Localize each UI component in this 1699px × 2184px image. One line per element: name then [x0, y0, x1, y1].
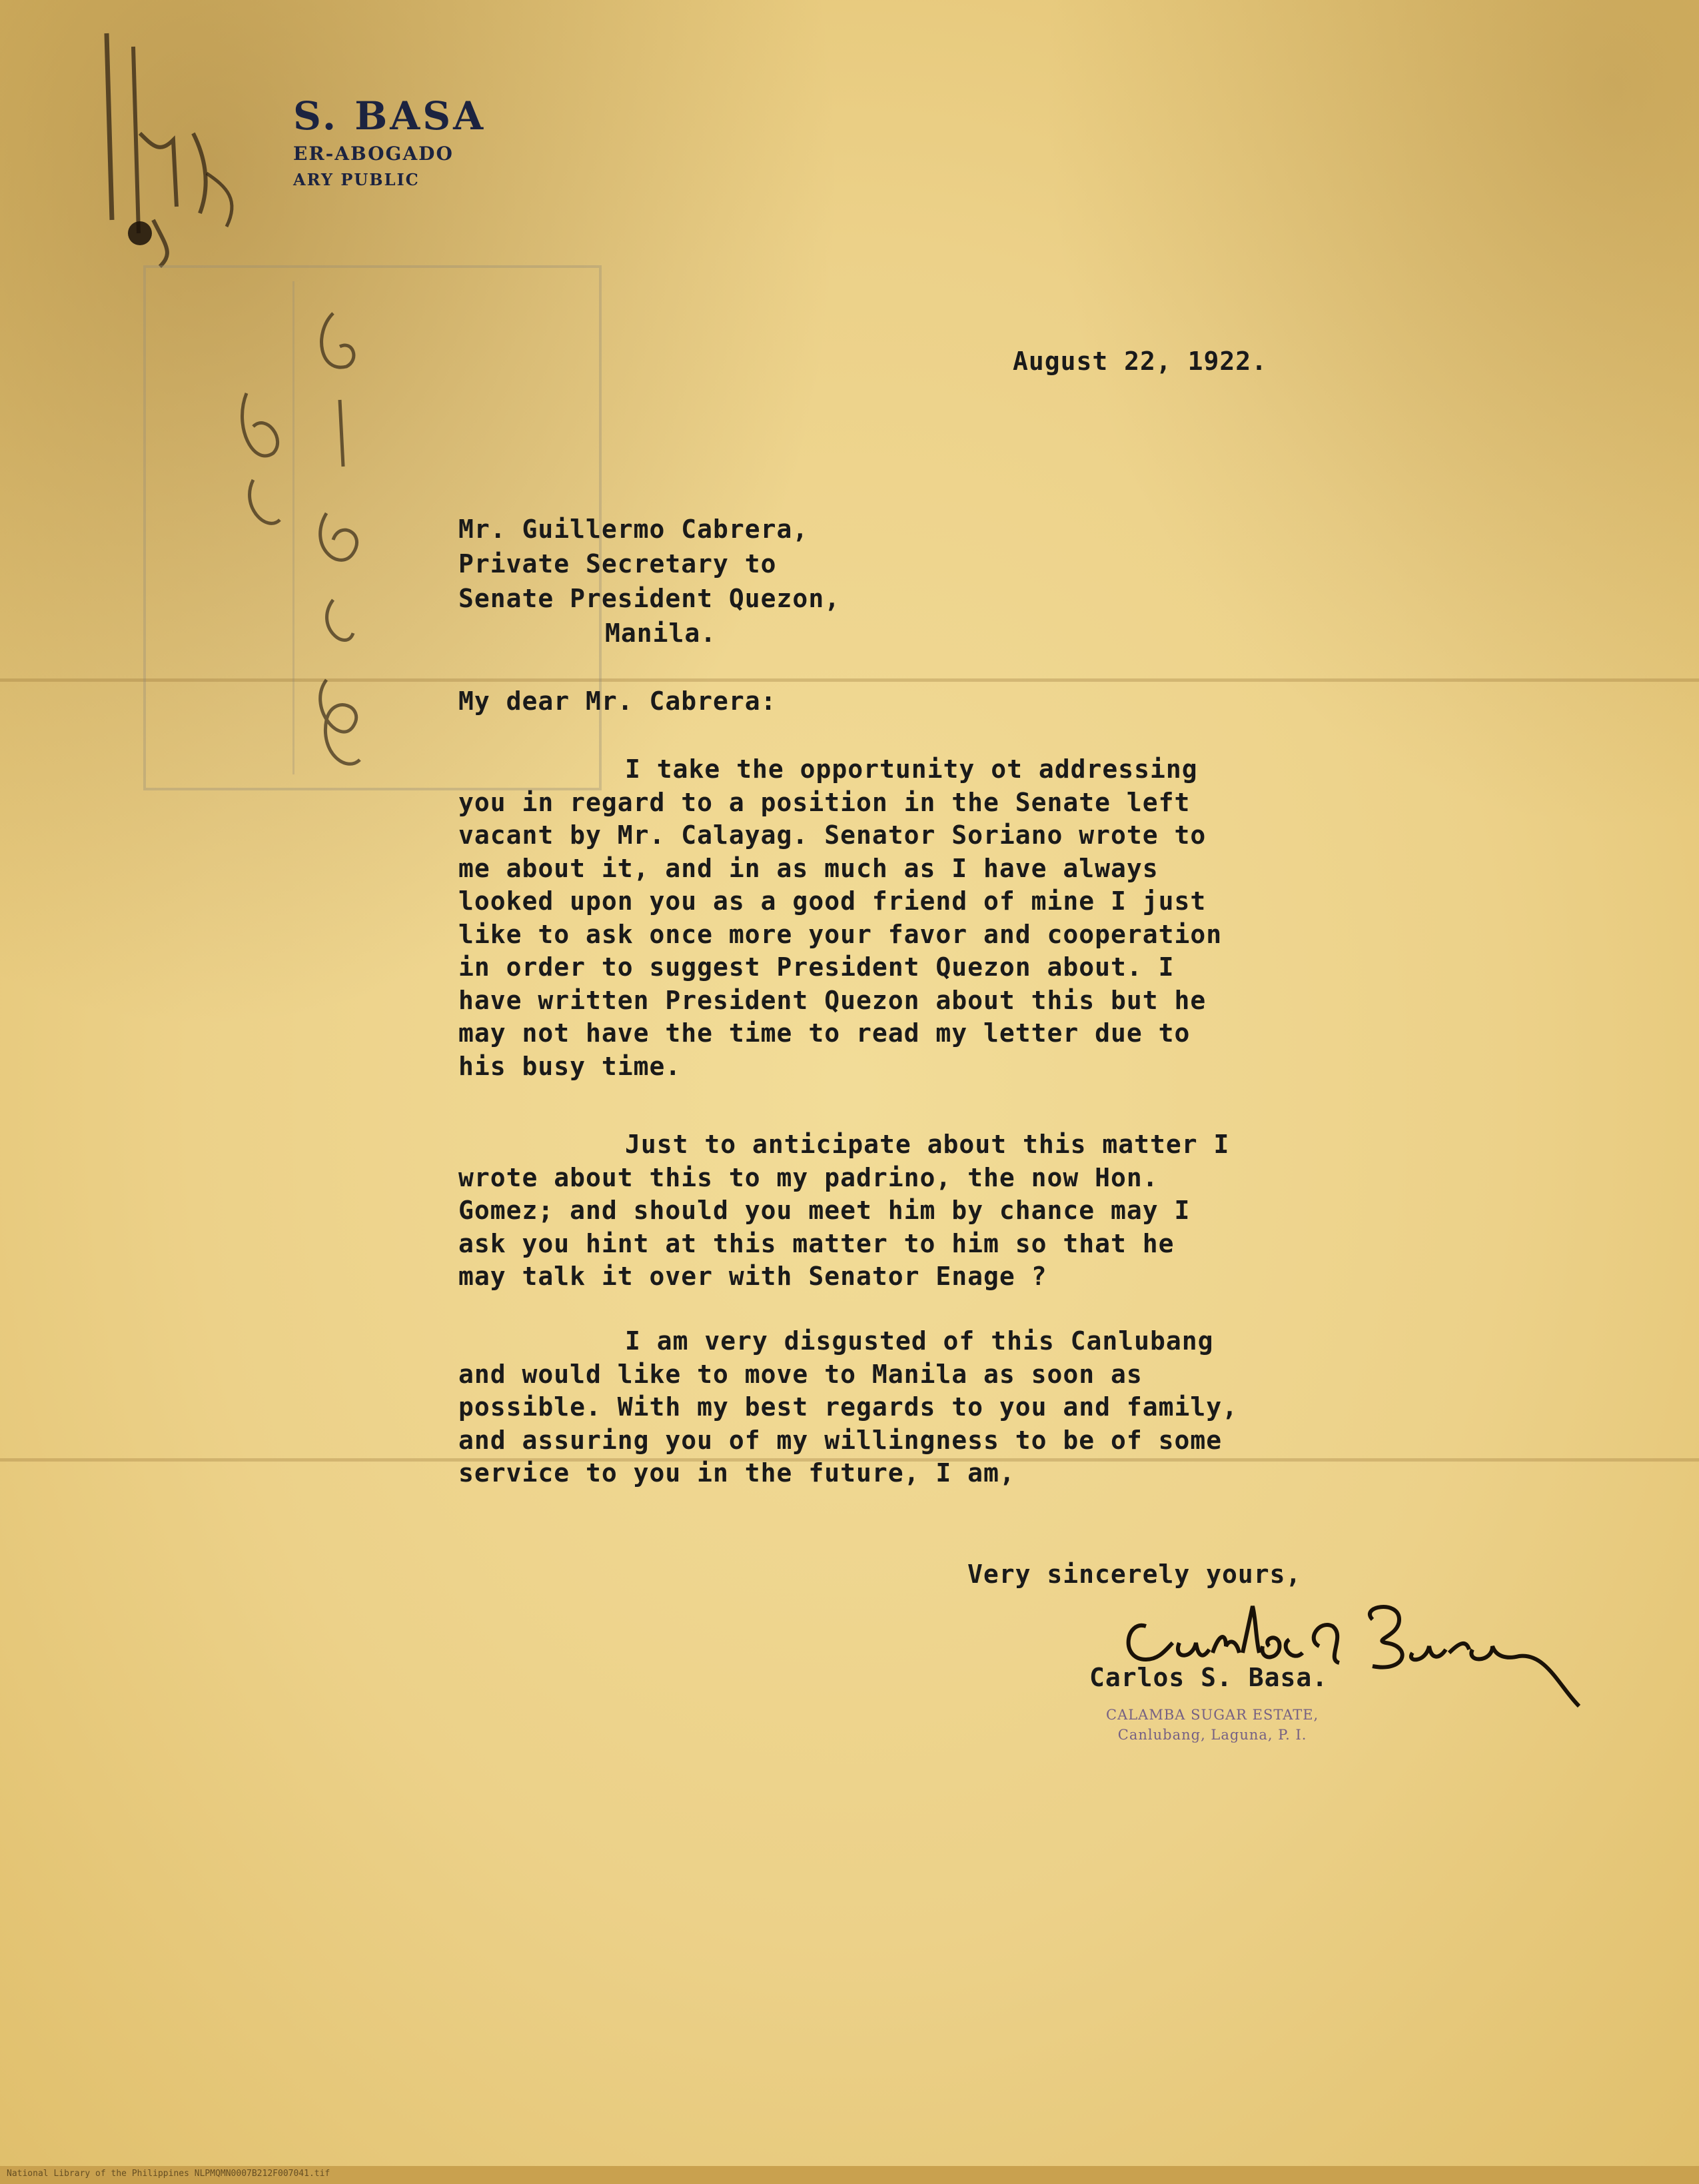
body-line: wrote about this to my padrino, the now Hon. — [458, 1162, 1159, 1192]
body-paragraph-2 — [458, 1128, 1229, 1294]
body-line: and assuring you of my willingness to be of some — [458, 1425, 1223, 1455]
letterhead-subtitle: ARY PUBLIC — [293, 170, 420, 189]
body-line: you in regard to a position in the Senate left — [458, 787, 1191, 817]
body-line: have written President Quezon about this but he — [458, 985, 1207, 1015]
letterhead — [293, 93, 486, 189]
body-line: service to you in the future, I am, — [458, 1458, 1015, 1488]
closing: Very sincerely yours, — [967, 1560, 1302, 1589]
body-line: ask you hint at this matter to him so that he — [458, 1228, 1175, 1258]
body-line: me about it, and in as much as I have always — [458, 853, 1159, 883]
stamp-line: CALAMBA SUGAR ESTATE, — [1106, 1707, 1319, 1723]
address-line: Mr. Guillermo Cabrera, — [458, 515, 809, 544]
signer-name: Carlos S. Basa. — [1089, 1663, 1329, 1692]
stamp-line: Canlubang, Laguna, P. I. — [1117, 1727, 1307, 1743]
address-line: Manila. — [605, 618, 717, 648]
letter-date: August 22, 1922. — [1013, 347, 1268, 376]
body-line: like to ask once more your favor and cooperation — [458, 919, 1223, 949]
body-line: Just to anticipate about this matter I — [625, 1130, 1230, 1159]
body-paragraph-3 — [458, 1325, 1238, 1490]
body-line: possible. With my best regards to you and family, — [458, 1392, 1239, 1422]
body-line: in order to suggest President Quezon about. I — [458, 952, 1175, 982]
handwritten-vertical-notes — [227, 293, 400, 800]
body-line: his busy time. — [458, 1051, 682, 1081]
body-line: looked upon you as a good friend of mine I just — [458, 886, 1207, 916]
handwritten-margin-marks — [93, 20, 267, 273]
letterhead-title: ER-ABOGADO — [293, 143, 454, 165]
scan-filename: National Library of the Philippines NLPMQMN0007B212F007041.tif — [7, 2169, 330, 2179]
body-line: I take the opportunity ot addressing — [625, 754, 1198, 784]
salutation: My dear Mr. Cabrera: — [458, 686, 777, 716]
body-line: may talk it over with Senator Enage ? — [458, 1262, 1047, 1291]
body-paragraph-1 — [458, 753, 1222, 1083]
address-line: Private Secretary to — [458, 549, 777, 578]
body-line: Gomez; and should you meet him by chance may I — [458, 1196, 1191, 1225]
body-line: and would like to move to Manila as soon as — [458, 1359, 1143, 1389]
address-line: Senate President Quezon, — [458, 584, 841, 613]
body-line: vacant by Mr. Calayag. Senator Soriano wrote to — [458, 820, 1207, 850]
body-line: may not have the time to read my letter due to — [458, 1018, 1191, 1048]
letterhead-name: S. BASA — [293, 93, 486, 139]
body-line: I am very disgusted of this Canlubang — [625, 1326, 1214, 1356]
recipient-address — [458, 512, 840, 650]
estate-rubber-stamp — [1106, 1705, 1319, 1745]
